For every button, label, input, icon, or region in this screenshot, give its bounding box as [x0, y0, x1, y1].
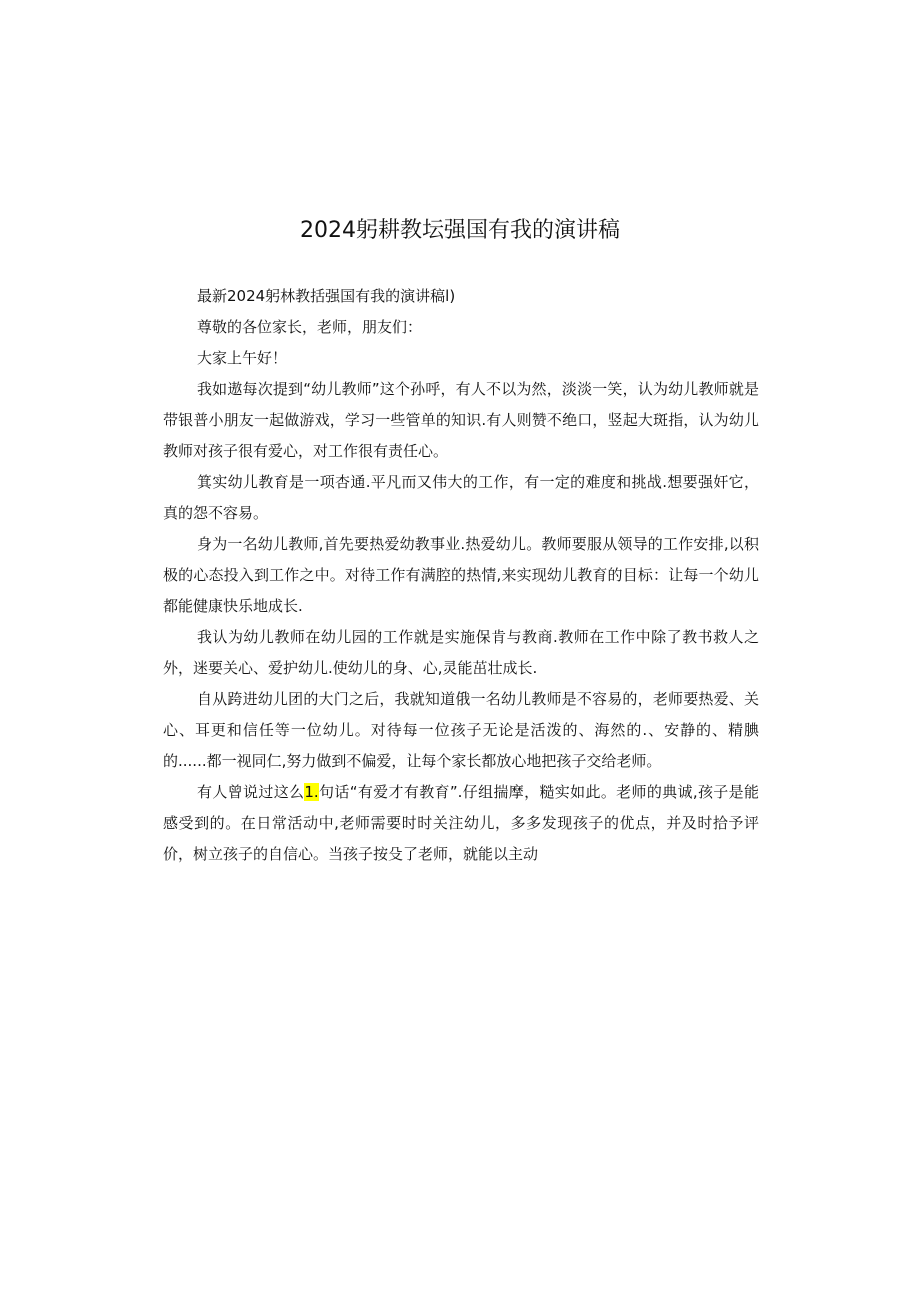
paragraph-body: 自从跨进幼儿团的大门之后，我就知道俄一名幼儿教师是不容易的，老师要热爱、关心、耳更和信任等一位幼儿。对待每一位孩子无论是活泼的、海然的.、安静的、精腆的......都一视同仁,努力做到不偏爱，让每个家长都放心地把孩子交给老师。: [163, 690, 759, 770]
paragraph-text-before: 有人曾说过这么: [197, 783, 305, 801]
paragraph-body: 我如遨每次提到“幼儿教师”这个孙呼，有人不以为然，淡淡一笑，认为幼儿教师就是带银普小朋友一起做游戏，学习一些管单的知识.有人则赞不绝口，竖起大斑指，认为幼儿教师对孩子很有爱心，对工作很有责任心。: [163, 380, 759, 460]
paragraph-body-highlighted: [163, 777, 759, 870]
paragraph-greeting: 大家上午好！: [197, 349, 288, 367]
paragraph-subtitle: 最新2024躬林教括强国有我的演讲稿l): [197, 287, 456, 305]
paragraph-body: 我认为幼儿教师在幼儿园的工作就是实施保肯与教商.教师在工作中除了教书救人之外，迷要关心、爱护幼儿.使幼儿的身、心,灵能茁壮成长.: [163, 628, 759, 677]
paragraph-body: 箕实幼儿教育是一项杏通.平凡而又伟大的工作，有一定的难度和挑战.想要强奸它，真的怨不容易。: [163, 473, 759, 522]
paragraph-text-after: 句话“有爱才有教育”.仔组揣摩，糙实如此。老师的典诚,孩子是能感受到的。在日常活动中,老师需要时时关注幼儿，多多发现孩子的优点，并及时拾予评价，树立孩子的自信心。当孩子按殳了老师，就能以主动: [163, 783, 759, 863]
document-title: 2024躬耕教坛强国有我的演讲稿: [300, 218, 620, 243]
paragraph-body: 身为一名幼儿教师,首先要热爱幼教事业.热爱幼儿。教师要服从领导的工作安排,以积极的心态投入到工作之中。对待工作有满腔的热情,来实现幼儿教育的目标：让每一个幼儿都能健康快乐地成长.: [163, 535, 759, 615]
paragraph-salutation: 尊敬的各位家长，老师，朋友们：: [197, 318, 423, 336]
document-body: [163, 281, 759, 870]
highlighted-text: 1.: [304, 783, 319, 801]
